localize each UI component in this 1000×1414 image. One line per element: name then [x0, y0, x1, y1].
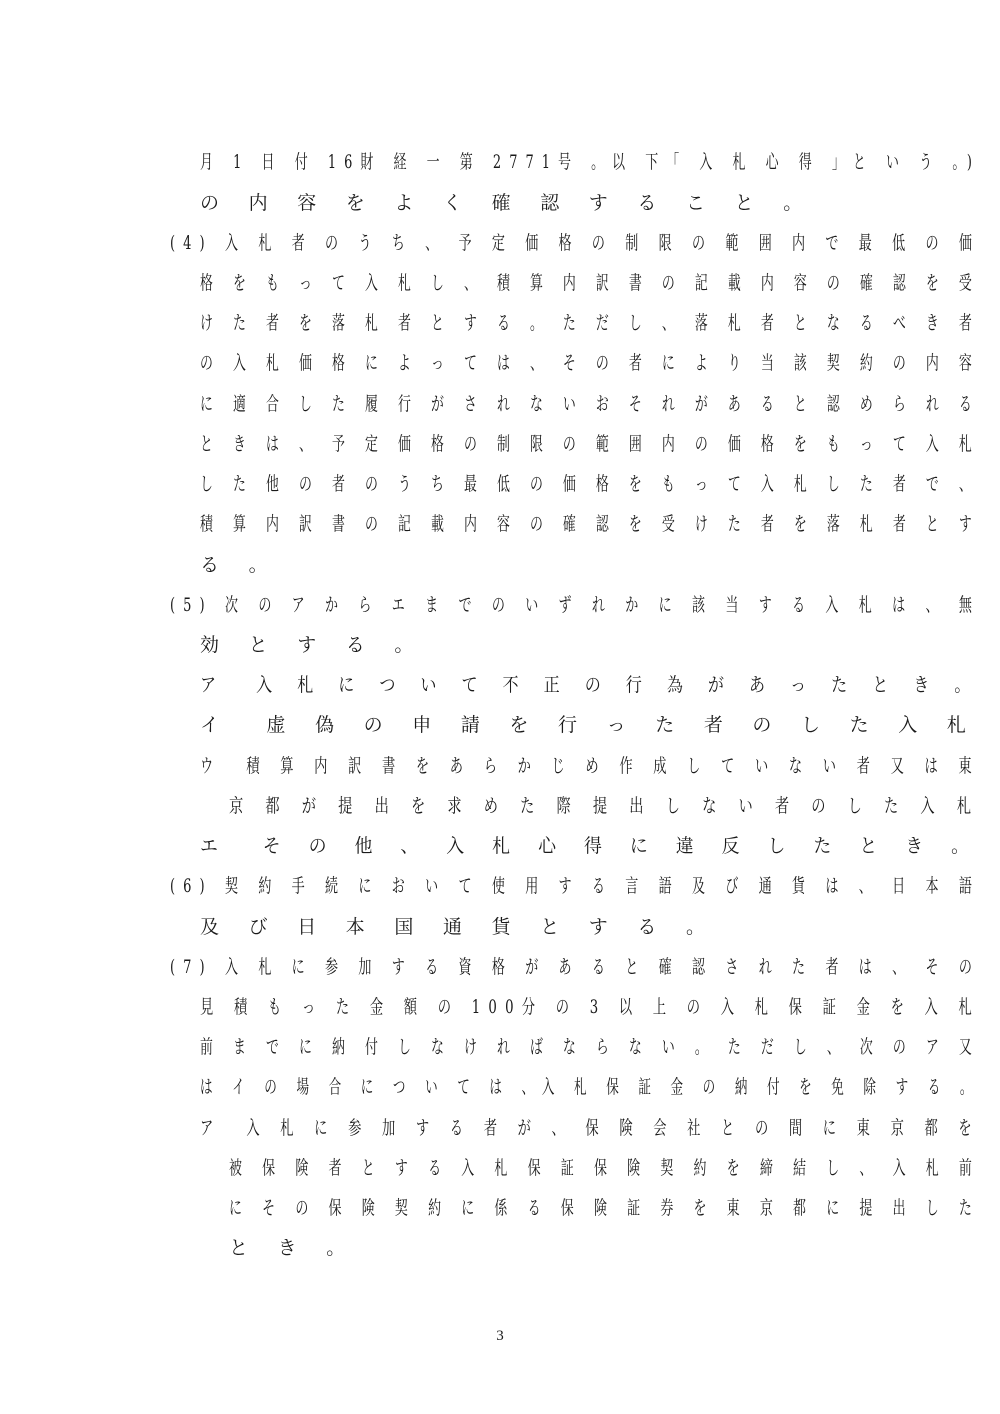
text-line: (4) 入 札 者 の う ち 、 予 定 価 格 の 制 限 の 範 囲 内 で 最 低 の 価 [170, 232, 980, 254]
text-line: ア 入 札 に つ い て 不 正 の 行 為 が あ っ た と き 。 [200, 674, 981, 696]
text-line: に 適 合 し た 履 行 が さ れ な い お そ れ が あ る と 認 め ら れ る [200, 393, 980, 415]
text-line: (6) 契 約 手 続 に お い て 使 用 す る 言 語 及 び 通 貨 は 、 日 本 語 [170, 875, 980, 897]
page-number: 3 [496, 1328, 504, 1344]
text-line: に そ の 保 険 契 約 に 係 る 保 険 証 券 を 東 京 都 に 提 出 し た [229, 1197, 980, 1219]
text-line: は イ の 場 合 に つ い て は 、入 札 保 証 金 の 納 付 を 免 除 す る 。 [200, 1076, 981, 1098]
text-line: と き は 、 予 定 価 格 の 制 限 の 範 囲 内 の 価 格 を も っ て 入 札 [200, 433, 980, 455]
text-line: (7) 入 札 に 参 加 す る 資 格 が あ る と 確 認 さ れ た 者 は 、 そ の [170, 956, 980, 978]
text-line: 効 と す る 。 [200, 634, 426, 656]
text-line: 京 都 が 提 出 を 求 め た 際 提 出 し な い 者 の し た 入 札 [229, 795, 980, 817]
text-line: ア 入 札 に 参 加 す る 者 が 、 保 険 会 社 と の 間 に 東 京 都 を [200, 1117, 980, 1139]
text-line: 前 ま で に 納 付 し な け れ ば な ら な い 。 た だ し 、 次 の ア 又 [200, 1036, 980, 1058]
text-line: 見 積 も っ た 金 額 の 100分 の 3 以 上 の 入 札 保 証 金 を 入 札 [200, 996, 981, 1018]
text-line: る 。 [200, 554, 280, 576]
text-line: 格 を も っ て 入 札 し 、 積 算 内 訳 書 の 記 載 内 容 の 確 認 を 受 [200, 272, 980, 294]
text-line: け た 者 を 落 札 者 と す る 。 た だ し 、 落 札 者 と な る べ き 者 [200, 312, 980, 334]
text-line: 被 保 険 者 と す る 入 札 保 証 保 険 契 約 を 締 結 し 、 入 札 前 [229, 1157, 980, 1179]
text-line: エ そ の 他 、 入 札 心 得 に 違 反 し た と き 。 [200, 835, 981, 857]
text-line: 及 び 日 本 国 通 貨 と す る 。 [200, 916, 717, 938]
text-line: の 入 札 価 格 に よ っ て は 、 そ の 者 に よ り 当 該 契 約 の 内 容 [200, 352, 980, 374]
text-line: の 内 容 を よ く 確 認 す る こ と 。 [200, 192, 814, 214]
text-line: (5) 次 の ア か ら エ ま で の い ず れ か に 該 当 す る 入 札 は 、 無 [170, 594, 980, 616]
text-line: し た 他 の 者 の う ち 最 低 の 価 格 を も っ て 入 札 し た 者 で 、 [200, 473, 980, 495]
text-line: 積 算 内 訳 書 の 記 載 内 容 の 確 認 を 受 け た 者 を 落 札 者 と す [200, 513, 980, 535]
text-line: 月 1 日 付 16財 経 一 第 2771号 。以 下「 入 札 心 得 」と い う 。) [200, 151, 980, 173]
text-line: イ 虚 偽 の 申 請 を 行 っ た 者 の し た 入 札 [200, 714, 978, 736]
text-line: と き 。 [229, 1237, 357, 1259]
text-line: ウ 積 算 内 訳 書 を あ ら か じ め 作 成 し て い な い 者 又 は 東 [200, 755, 980, 777]
